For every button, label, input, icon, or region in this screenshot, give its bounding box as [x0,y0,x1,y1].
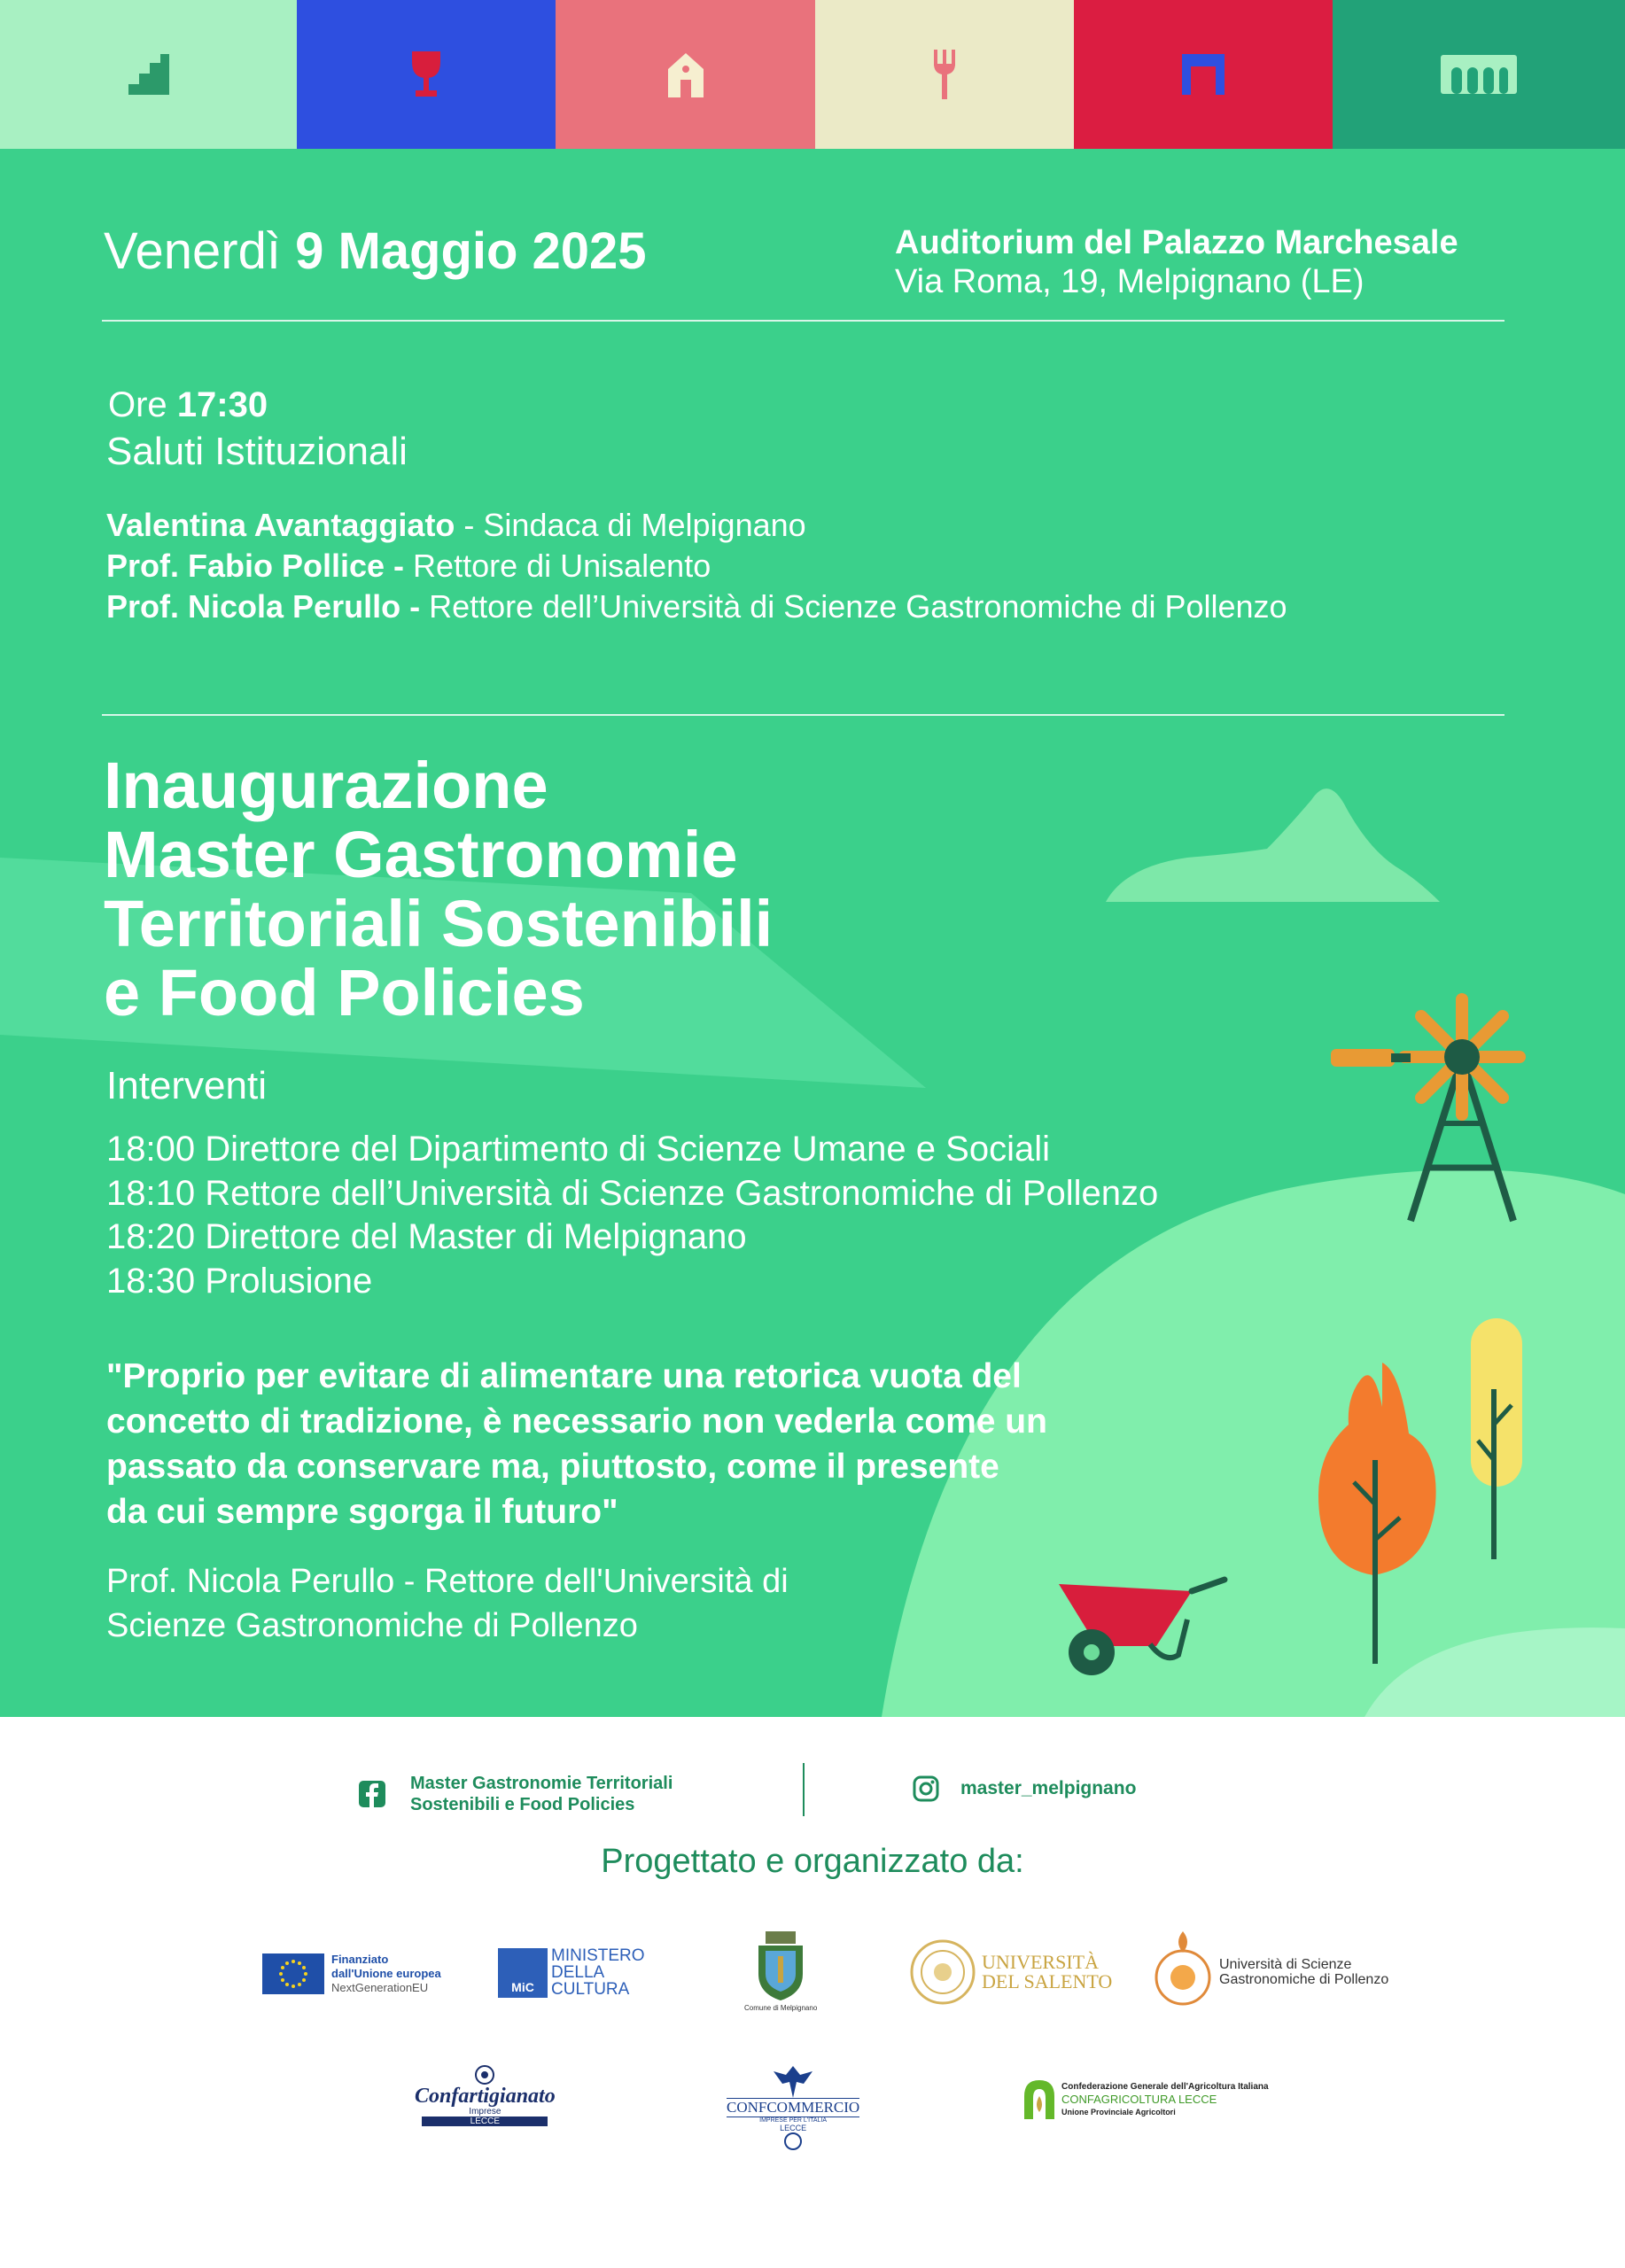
venue-name: Auditorium del Palazzo Marchesale [895,224,1458,261]
greetings-heading: Saluti Istituzionali [106,430,408,473]
confcommercio-text: CONFCOMMERCIO [727,2099,860,2116]
coat-of-arms-icon [750,1930,812,2004]
unisg-seal-icon [1152,1930,1214,2015]
confcommercio-sub: IMPRESE PER L'ITALIA [759,2117,828,2124]
time-label: Ore [108,385,167,424]
talk-item: 18:10 Rettore dell’Università di Scienze Gastronomiche di Pollenzo [106,1173,1159,1213]
speaker-row [106,586,1577,627]
speakers-list [106,505,1577,627]
confagricoltura-logo [1021,2077,1269,2123]
title-line: Inaugurazione [104,749,548,822]
wine-glass-icon [410,51,442,97]
organizers-heading: Progettato e organizzato da: [601,1843,1024,1880]
unisalento-logo [909,1938,1112,2006]
eu-text: dall'Unione europea [331,1967,441,1980]
speaker-name: Prof. Nicola Perullo - [106,588,421,625]
main-panel [0,149,1625,1717]
event-day: Venerdì [104,222,281,280]
comune-text: Comune di Melpignano [744,2004,818,2012]
facebook-label: Master Gastronomie Territoriali [410,1774,673,1793]
mic-badge: MiC [498,1948,548,1998]
confartigianato-mark-icon [474,2064,495,2085]
talks-list [106,1128,1347,1303]
confagricoltura-mark-icon [1021,2077,1058,2123]
mic-logo [498,1947,645,1998]
quote-author [106,1559,992,1648]
greetings-time [108,384,268,426]
unisg-logo [1152,1930,1388,2015]
confagricoltura-sub: Unione Provinciale Agricoltori [1061,2108,1176,2117]
title-line: Territoriali Sostenibili [104,887,774,960]
author-line: Scienze Gastronomiche di Pollenzo [106,1607,638,1644]
strip-tile-wine [297,0,556,149]
author-line: Prof. Nicola Perullo - Rettore dell'Università di [106,1563,789,1600]
eu-logo [262,1953,441,1995]
badge-30-icon [781,2132,805,2150]
colonnade-icon [1441,55,1517,94]
top-strip [0,0,1625,149]
speaker-name: Valentina Avantaggiato [106,507,455,543]
facebook-link[interactable] [359,1773,673,1815]
mountain-shape [1106,788,1440,902]
confartigianato-city: LECCE [422,2117,548,2126]
strip-tile-colonnade [1333,0,1625,149]
mic-text: CULTURA [551,1980,630,1999]
time-value: 17:30 [176,385,268,424]
confartigianato-sub: Imprese [469,2107,501,2117]
quote-line: da cui sempre sgorga il futuro" [106,1493,618,1531]
speaker-row [106,546,1577,586]
eagle-icon [774,2062,812,2098]
talk-item: 18:30 Prolusione [106,1261,373,1301]
mic-text: MINISTERO [551,1946,645,1965]
event-date-value: 9 Maggio 2025 [295,222,647,280]
social-divider [803,1763,805,1816]
unisalento-text: UNIVERSITÀ [982,1951,1099,1973]
divider [102,714,1504,716]
strip-tile-church [556,0,815,149]
mic-text: DELLA [551,1963,605,1982]
speaker-name: Prof. Fabio Pollice - [106,548,405,584]
unisg-text: Gastronomiche di Pollenzo [1219,1972,1389,1987]
speaker-role: Rettore dell’Università di Scienze Gastronomiche di Pollenzo [420,588,1287,625]
eu-text: Finanziato [331,1953,389,1966]
unisalento-text: DEL SALENTO [982,1970,1113,1992]
eu-text: NextGenerationEU [331,1981,429,1994]
event-date [104,221,647,282]
confagricoltura-name: CONFAGRICOLTURA LECCE [1061,2093,1217,2106]
quote-line: "Proprio per evitare di alimentare una retorica vuota del [106,1357,1022,1395]
talks-heading: Interventi [106,1064,267,1107]
eu-flag-icon [262,1953,324,1994]
title-line: e Food Policies [104,956,585,1029]
footer [0,1717,1625,2268]
unisalento-seal-icon [909,1938,976,2006]
quote-line: passato da conservare ma, piuttosto, come il presente [106,1448,999,1486]
church-icon [666,51,705,97]
talk-item: 18:00 Direttore del Dipartimento di Scienze Umane e Sociali [106,1130,1050,1169]
arch-icon [1182,54,1225,95]
unisg-text: Università di Scienze [1219,1957,1352,1972]
speaker-row [106,505,1577,546]
confartigianato-logo [415,2064,556,2126]
page-title [104,751,773,1028]
venue-address: Via Roma, 19, Melpignano (LE) [895,263,1365,300]
strip-tile-stairs [0,0,297,149]
speaker-role: - Sindaca di Melpignano [455,507,806,543]
facebook-label: Sostenibili e Food Policies [410,1795,635,1814]
confartigianato-text: Confartigianato [415,2085,556,2108]
strip-tile-arch [1074,0,1333,149]
talk-item: 18:20 Direttore del Master di Melpignano [106,1217,747,1256]
instagram-label: master_melpignano [960,1778,1137,1798]
instagram-icon [913,1775,939,1802]
facebook-icon [359,1781,385,1807]
stairs-icon [128,54,169,95]
strip-tile-fork [815,0,1074,149]
title-line: Master Gastronomie [104,818,738,891]
quote [106,1354,1258,1534]
speaker-role: Rettore di Unisalento [404,548,711,584]
fork-icon [933,50,956,99]
instagram-link[interactable] [913,1775,1136,1802]
confagricoltura-text: Confederazione Generale dell'Agricoltura Italiana [1061,2082,1269,2092]
venue-block [895,223,1458,301]
divider [102,320,1504,322]
quote-line: concetto di tradizione, è necessario non vederla come un [106,1402,1047,1441]
confcommercio-logo [727,2062,859,2150]
confcommercio-city: LECCE [780,2124,807,2132]
comune-logo [744,1930,817,2012]
